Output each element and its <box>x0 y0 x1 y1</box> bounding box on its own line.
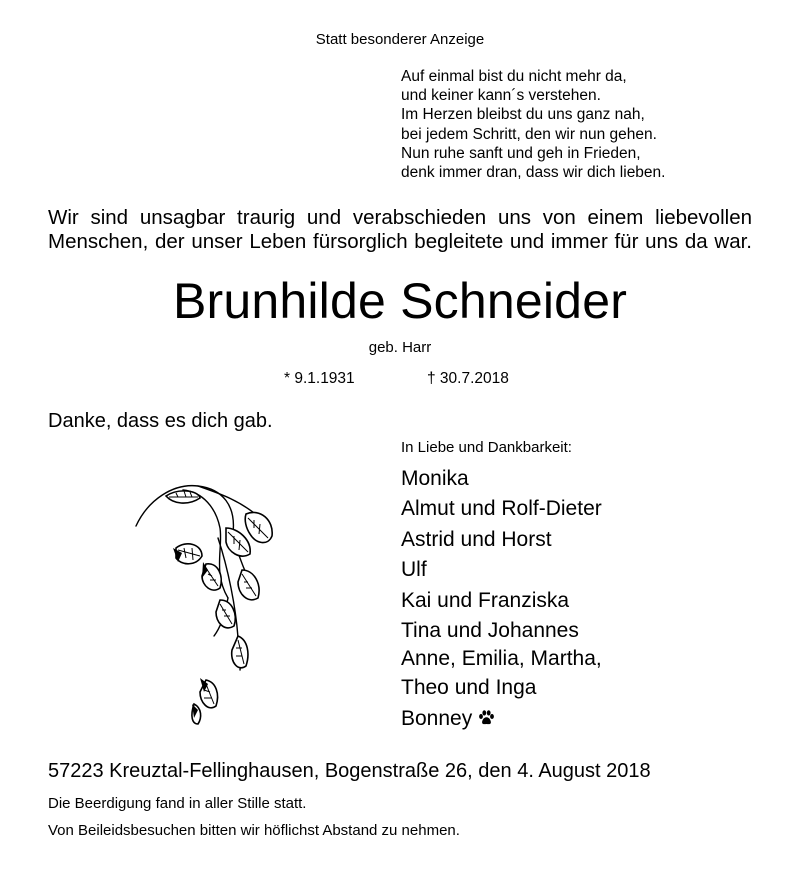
deceased-name: Brunhilde Schneider <box>172 273 628 329</box>
thanks-line: Danke, dass es dich gab. <box>48 410 273 432</box>
mourner-name: Theo und Inga <box>401 676 537 700</box>
mourner-name: Almut und Rolf-Dieter <box>401 497 602 521</box>
mourner-name: Monika <box>401 467 469 490</box>
condolence-note: Von Beileidsbesuchen bitten wir höflichst Abstand zu nehmen. <box>48 822 460 839</box>
mourner-pet <box>401 704 602 735</box>
poem-line: bei jedem Schritt, den wir nun gehen. <box>401 125 657 143</box>
poem-line: Im Herzen bleibst du uns ganz nah, <box>401 106 645 124</box>
intro-line: Wir sind unsagbar traurig und verabschieden uns von einem liebevollen <box>48 206 752 229</box>
mourner-name: Bonney <box>401 707 473 731</box>
intro-text <box>48 206 752 254</box>
mourners-heading: In Liebe und Dankbarkeit: <box>401 439 572 456</box>
mourner-name: Kai und Franziska <box>401 588 570 612</box>
paw-icon <box>478 705 495 735</box>
mourner-name: Anne, Emilia, Martha, <box>401 647 602 671</box>
poem-line: Nun ruhe sanft und geh in Frieden, <box>401 144 641 162</box>
maiden-name: geb. Harr <box>368 339 432 356</box>
poem <box>401 67 665 182</box>
death-date: † 30.7.2018 <box>427 370 509 387</box>
intro-line: Menschen, der unser Leben fürsorglich begleitete und immer für uns da war. <box>48 230 752 253</box>
poem-line: Auf einmal bist du nicht mehr da, <box>401 68 627 85</box>
address-line: 57223 Kreuztal-Fellinghausen, Bogenstraße 26, den 4. August 2018 <box>48 760 651 782</box>
birth-date: * 9.1.1931 <box>284 370 355 387</box>
poem-line: denk immer dran, dass wir dich lieben. <box>401 164 666 182</box>
burial-note: Die Beerdigung fand in aller Stille statt. <box>48 795 307 812</box>
announcement-header: Statt besonderer Anzeige <box>315 31 485 48</box>
leaf-branch-icon <box>128 478 278 733</box>
mourner-name: Tina und Johannes <box>401 619 579 643</box>
poem-line: und keiner kann´s verstehen. <box>401 87 601 105</box>
mourner-name: Astrid und Horst <box>401 527 552 551</box>
mourners-list <box>401 464 602 736</box>
mourner-name: Ulf <box>401 558 427 582</box>
